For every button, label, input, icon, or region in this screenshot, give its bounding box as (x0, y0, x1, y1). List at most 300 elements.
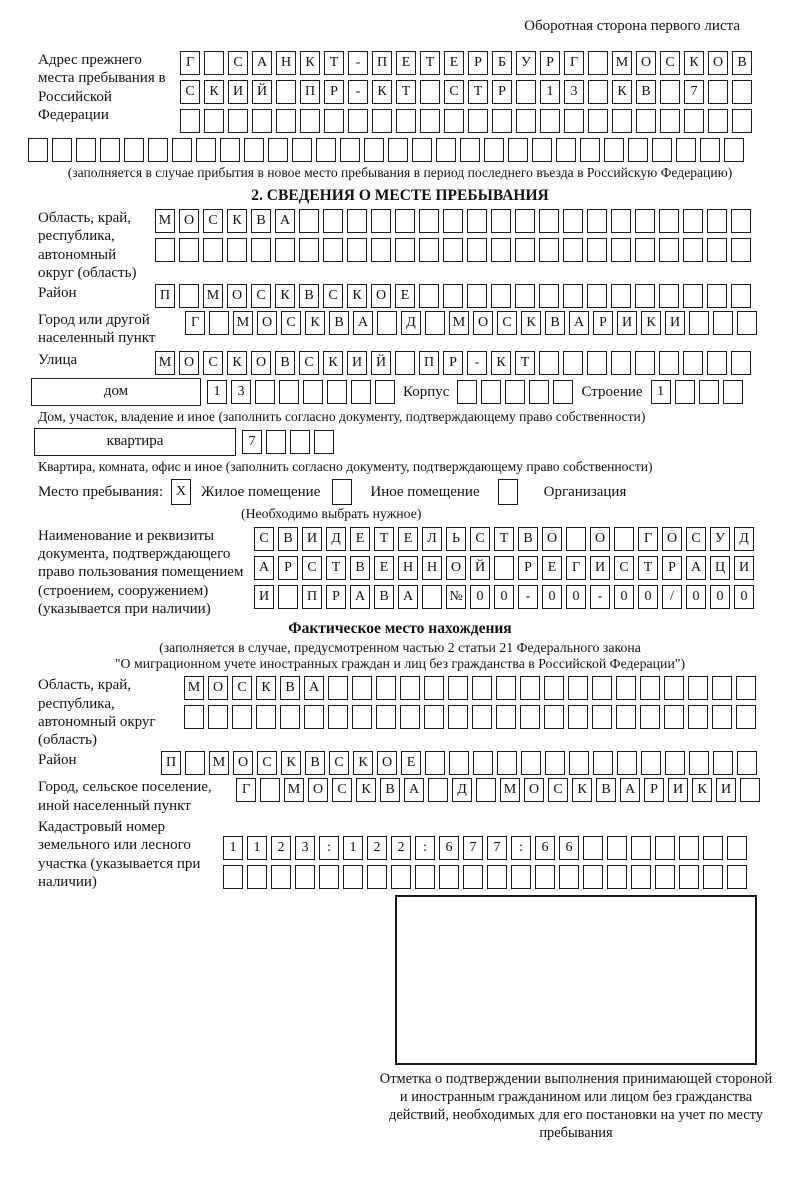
checkbox-residential[interactable]: X (171, 479, 191, 505)
char-cell[interactable] (327, 380, 347, 404)
char-cell[interactable] (443, 209, 463, 233)
char-cell[interactable] (607, 865, 627, 889)
char-cell[interactable] (736, 676, 756, 700)
char-cell[interactable] (481, 380, 501, 404)
char-cell[interactable]: И (302, 527, 322, 551)
char-cell[interactable]: К (256, 676, 276, 700)
char-cell[interactable]: К (521, 311, 541, 335)
char-cell[interactable] (659, 284, 679, 308)
char-cell[interactable] (425, 751, 445, 775)
char-cell[interactable]: И (590, 556, 610, 580)
char-cell[interactable]: М (155, 209, 175, 233)
char-cell[interactable] (100, 138, 120, 162)
char-cell[interactable] (375, 380, 395, 404)
char-cell[interactable]: К (305, 311, 325, 335)
char-cell[interactable]: Р (492, 80, 512, 104)
char-cell[interactable]: 6 (439, 836, 459, 860)
char-cell[interactable]: С (228, 51, 248, 75)
char-cell[interactable]: № (446, 585, 466, 609)
char-cell[interactable] (391, 865, 411, 889)
char-cell[interactable] (732, 109, 752, 133)
char-cell[interactable]: И (617, 311, 637, 335)
char-cell[interactable] (731, 351, 751, 375)
char-cell[interactable]: Т (494, 527, 514, 551)
char-cell[interactable]: Г (180, 51, 200, 75)
char-cell[interactable] (688, 705, 708, 729)
char-cell[interactable]: Р (443, 351, 463, 375)
char-cell[interactable]: К (227, 351, 247, 375)
char-cell[interactable] (463, 865, 483, 889)
char-cell[interactable] (295, 865, 315, 889)
char-cell[interactable] (635, 209, 655, 233)
char-cell[interactable] (396, 109, 416, 133)
char-cell[interactable]: 6 (535, 836, 555, 860)
char-cell[interactable]: М (203, 284, 223, 308)
char-cell[interactable]: М (155, 351, 175, 375)
char-cell[interactable]: Д (401, 311, 421, 335)
char-cell[interactable]: А (350, 585, 370, 609)
char-cell[interactable]: 0 (614, 585, 634, 609)
char-cell[interactable] (300, 109, 320, 133)
char-cell[interactable] (563, 238, 583, 262)
char-cell[interactable]: - (590, 585, 610, 609)
char-cell[interactable]: 3 (564, 80, 584, 104)
char-cell[interactable]: С (444, 80, 464, 104)
char-cell[interactable] (583, 836, 603, 860)
char-cell[interactable] (628, 138, 648, 162)
char-cell[interactable] (683, 351, 703, 375)
char-cell[interactable] (544, 676, 564, 700)
char-cell[interactable]: 7 (242, 430, 262, 454)
char-cell[interactable] (208, 705, 228, 729)
char-cell[interactable] (707, 209, 727, 233)
char-cell[interactable]: 3 (295, 836, 315, 860)
char-cell[interactable]: - (467, 351, 487, 375)
char-cell[interactable] (255, 380, 275, 404)
char-cell[interactable]: О (590, 527, 610, 551)
char-cell[interactable] (180, 109, 200, 133)
char-cell[interactable]: Т (324, 51, 344, 75)
char-cell[interactable] (415, 865, 435, 889)
char-cell[interactable]: Е (401, 751, 421, 775)
char-cell[interactable]: А (398, 585, 418, 609)
char-cell[interactable] (587, 238, 607, 262)
char-cell[interactable]: Р (278, 556, 298, 580)
char-cell[interactable]: С (251, 284, 271, 308)
char-cell[interactable]: М (612, 51, 632, 75)
char-cell[interactable]: А (353, 311, 373, 335)
char-cell[interactable] (740, 778, 760, 802)
char-cell[interactable]: : (415, 836, 435, 860)
char-cell[interactable] (515, 238, 535, 262)
char-cell[interactable]: С (203, 209, 223, 233)
checkbox-organization[interactable] (498, 479, 518, 505)
char-cell[interactable] (564, 109, 584, 133)
char-cell[interactable] (319, 865, 339, 889)
char-cell[interactable]: В (305, 751, 325, 775)
char-cell[interactable]: А (254, 556, 274, 580)
char-cell[interactable]: О (542, 527, 562, 551)
char-cell[interactable] (689, 751, 709, 775)
char-cell[interactable] (472, 705, 492, 729)
char-cell[interactable] (209, 311, 229, 335)
char-cell[interactable]: 7 (463, 836, 483, 860)
char-cell[interactable]: К (347, 284, 367, 308)
char-cell[interactable] (592, 676, 612, 700)
char-cell[interactable] (712, 676, 732, 700)
char-cell[interactable]: 6 (559, 836, 579, 860)
char-cell[interactable]: 3 (231, 380, 251, 404)
char-cell[interactable] (467, 284, 487, 308)
char-cell[interactable] (529, 380, 549, 404)
char-cell[interactable]: А (686, 556, 706, 580)
char-cell[interactable] (520, 676, 540, 700)
char-cell[interactable]: В (329, 311, 349, 335)
char-cell[interactable] (616, 676, 636, 700)
char-cell[interactable]: Р (540, 51, 560, 75)
char-cell[interactable]: Н (398, 556, 418, 580)
char-cell[interactable] (395, 351, 415, 375)
char-cell[interactable]: 7 (684, 80, 704, 104)
char-cell[interactable] (679, 836, 699, 860)
char-cell[interactable]: П (155, 284, 175, 308)
char-cell[interactable] (659, 351, 679, 375)
char-cell[interactable] (640, 676, 660, 700)
char-cell[interactable] (419, 209, 439, 233)
char-cell[interactable] (553, 380, 573, 404)
char-cell[interactable] (472, 676, 492, 700)
char-cell[interactable]: Д (734, 527, 754, 551)
char-cell[interactable]: Р (518, 556, 538, 580)
char-cell[interactable] (276, 80, 296, 104)
char-cell[interactable] (566, 527, 586, 551)
char-cell[interactable] (395, 238, 415, 262)
char-cell[interactable] (28, 138, 48, 162)
char-cell[interactable]: 1 (540, 80, 560, 104)
char-cell[interactable]: М (184, 676, 204, 700)
char-cell[interactable] (727, 836, 747, 860)
char-cell[interactable] (484, 138, 504, 162)
char-cell[interactable] (449, 751, 469, 775)
char-cell[interactable] (712, 705, 732, 729)
char-cell[interactable]: К (353, 751, 373, 775)
char-cell[interactable]: С (323, 284, 343, 308)
char-cell[interactable]: О (257, 311, 277, 335)
char-cell[interactable] (707, 238, 727, 262)
char-cell[interactable] (731, 284, 751, 308)
char-cell[interactable] (588, 80, 608, 104)
char-cell[interactable]: С (299, 351, 319, 375)
char-cell[interactable] (467, 209, 487, 233)
char-cell[interactable]: 1 (247, 836, 267, 860)
char-cell[interactable] (592, 705, 612, 729)
char-cell[interactable] (244, 138, 264, 162)
char-cell[interactable] (614, 527, 634, 551)
char-cell[interactable] (660, 109, 680, 133)
char-cell[interactable] (420, 80, 440, 104)
char-cell[interactable] (448, 676, 468, 700)
char-cell[interactable] (367, 865, 387, 889)
char-cell[interactable]: В (596, 778, 616, 802)
char-cell[interactable] (232, 705, 252, 729)
char-cell[interactable]: А (620, 778, 640, 802)
char-cell[interactable]: 1 (223, 836, 243, 860)
char-cell[interactable]: С (180, 80, 200, 104)
char-cell[interactable]: О (208, 676, 228, 700)
char-cell[interactable] (616, 705, 636, 729)
char-cell[interactable]: О (179, 209, 199, 233)
char-cell[interactable]: М (233, 311, 253, 335)
char-cell[interactable]: И (716, 778, 736, 802)
char-cell[interactable] (376, 676, 396, 700)
char-cell[interactable]: Т (326, 556, 346, 580)
char-cell[interactable]: Е (398, 527, 418, 551)
char-cell[interactable] (436, 138, 456, 162)
char-cell[interactable] (505, 380, 525, 404)
char-cell[interactable] (388, 138, 408, 162)
char-cell[interactable] (376, 705, 396, 729)
char-cell[interactable] (737, 751, 757, 775)
char-cell[interactable]: Ь (446, 527, 466, 551)
char-cell[interactable] (703, 836, 723, 860)
char-cell[interactable] (659, 209, 679, 233)
char-cell[interactable] (655, 865, 675, 889)
char-cell[interactable]: К (372, 80, 392, 104)
char-cell[interactable]: М (209, 751, 229, 775)
char-cell[interactable] (515, 209, 535, 233)
char-cell[interactable] (723, 380, 743, 404)
char-cell[interactable]: 0 (710, 585, 730, 609)
char-cell[interactable]: Р (593, 311, 613, 335)
char-cell[interactable]: 1 (343, 836, 363, 860)
char-cell[interactable] (316, 138, 336, 162)
char-cell[interactable]: А (304, 676, 324, 700)
char-cell[interactable]: 1 (651, 380, 671, 404)
char-cell[interactable]: Й (252, 80, 272, 104)
char-cell[interactable]: П (161, 751, 181, 775)
char-cell[interactable] (496, 676, 516, 700)
char-cell[interactable] (563, 209, 583, 233)
char-cell[interactable] (611, 351, 631, 375)
char-cell[interactable]: С (232, 676, 252, 700)
char-cell[interactable] (683, 209, 703, 233)
char-cell[interactable] (732, 80, 752, 104)
char-cell[interactable] (280, 705, 300, 729)
char-cell[interactable] (708, 80, 728, 104)
char-cell[interactable]: В (374, 585, 394, 609)
char-cell[interactable]: М (449, 311, 469, 335)
char-cell[interactable] (422, 585, 442, 609)
char-cell[interactable] (412, 138, 432, 162)
char-cell[interactable] (587, 351, 607, 375)
char-cell[interactable]: В (545, 311, 565, 335)
char-cell[interactable] (275, 238, 295, 262)
char-cell[interactable]: К (572, 778, 592, 802)
char-cell[interactable] (400, 676, 420, 700)
char-cell[interactable] (328, 676, 348, 700)
char-cell[interactable] (439, 865, 459, 889)
char-cell[interactable] (568, 676, 588, 700)
char-cell[interactable]: Е (396, 51, 416, 75)
char-cell[interactable]: О (179, 351, 199, 375)
char-cell[interactable] (343, 865, 363, 889)
char-cell[interactable] (559, 865, 579, 889)
char-cell[interactable] (324, 109, 344, 133)
char-cell[interactable] (617, 751, 637, 775)
char-cell[interactable] (707, 351, 727, 375)
char-cell[interactable]: С (257, 751, 277, 775)
char-cell[interactable]: П (419, 351, 439, 375)
char-cell[interactable] (467, 238, 487, 262)
char-cell[interactable]: О (708, 51, 728, 75)
char-cell[interactable] (266, 430, 286, 454)
char-cell[interactable] (688, 676, 708, 700)
char-cell[interactable]: К (204, 80, 224, 104)
char-cell[interactable]: Г (564, 51, 584, 75)
char-cell[interactable] (731, 238, 751, 262)
char-cell[interactable]: С (686, 527, 706, 551)
char-cell[interactable] (593, 751, 613, 775)
char-cell[interactable] (563, 351, 583, 375)
char-cell[interactable] (276, 109, 296, 133)
char-cell[interactable]: К (227, 209, 247, 233)
char-cell[interactable] (544, 705, 564, 729)
char-cell[interactable] (684, 109, 704, 133)
char-cell[interactable]: Т (374, 527, 394, 551)
char-cell[interactable] (563, 284, 583, 308)
char-cell[interactable]: К (300, 51, 320, 75)
char-cell[interactable] (468, 109, 488, 133)
char-cell[interactable] (539, 351, 559, 375)
char-cell[interactable]: А (404, 778, 424, 802)
char-cell[interactable]: А (252, 51, 272, 75)
char-cell[interactable] (659, 238, 679, 262)
char-cell[interactable]: 0 (734, 585, 754, 609)
char-cell[interactable] (635, 351, 655, 375)
char-cell[interactable]: И (665, 311, 685, 335)
char-cell[interactable] (707, 284, 727, 308)
char-cell[interactable]: К (275, 284, 295, 308)
char-cell[interactable]: Т (638, 556, 658, 580)
char-cell[interactable] (172, 138, 192, 162)
char-cell[interactable]: А (569, 311, 589, 335)
char-cell[interactable]: Е (374, 556, 394, 580)
char-cell[interactable] (352, 676, 372, 700)
char-cell[interactable] (676, 138, 696, 162)
char-cell[interactable]: О (377, 751, 397, 775)
char-cell[interactable]: Л (422, 527, 442, 551)
char-cell[interactable] (223, 865, 243, 889)
char-cell[interactable] (631, 865, 651, 889)
char-cell[interactable] (569, 751, 589, 775)
char-cell[interactable] (655, 836, 675, 860)
char-cell[interactable] (539, 238, 559, 262)
char-cell[interactable] (539, 209, 559, 233)
char-cell[interactable] (540, 109, 560, 133)
char-cell[interactable] (52, 138, 72, 162)
char-cell[interactable]: О (227, 284, 247, 308)
char-cell[interactable]: : (319, 836, 339, 860)
char-cell[interactable] (737, 311, 757, 335)
char-cell[interactable] (256, 705, 276, 729)
char-cell[interactable]: Б (492, 51, 512, 75)
char-cell[interactable]: В (299, 284, 319, 308)
char-cell[interactable]: В (380, 778, 400, 802)
char-cell[interactable]: А (275, 209, 295, 233)
char-cell[interactable] (420, 109, 440, 133)
char-cell[interactable] (539, 284, 559, 308)
char-cell[interactable] (460, 138, 480, 162)
char-cell[interactable]: С (548, 778, 568, 802)
char-cell[interactable]: О (524, 778, 544, 802)
char-cell[interactable] (611, 284, 631, 308)
char-cell[interactable] (340, 138, 360, 162)
char-cell[interactable] (713, 311, 733, 335)
char-cell[interactable]: Е (542, 556, 562, 580)
char-cell[interactable] (179, 284, 199, 308)
char-cell[interactable]: Р (468, 51, 488, 75)
char-cell[interactable]: К (281, 751, 301, 775)
char-cell[interactable]: Е (350, 527, 370, 551)
char-cell[interactable]: Р (644, 778, 664, 802)
char-cell[interactable] (556, 138, 576, 162)
char-cell[interactable]: С (614, 556, 634, 580)
char-cell[interactable] (491, 284, 511, 308)
char-cell[interactable]: И (347, 351, 367, 375)
char-cell[interactable]: Й (371, 351, 391, 375)
char-cell[interactable] (279, 380, 299, 404)
char-cell[interactable] (348, 109, 368, 133)
char-cell[interactable] (727, 865, 747, 889)
char-cell[interactable] (699, 380, 719, 404)
char-cell[interactable] (583, 865, 603, 889)
char-cell[interactable] (508, 138, 528, 162)
char-cell[interactable]: К (491, 351, 511, 375)
char-cell[interactable] (636, 109, 656, 133)
char-cell[interactable]: Т (420, 51, 440, 75)
char-cell[interactable] (708, 109, 728, 133)
char-cell[interactable] (400, 705, 420, 729)
char-cell[interactable] (612, 109, 632, 133)
char-cell[interactable] (473, 751, 493, 775)
char-cell[interactable] (347, 209, 367, 233)
char-cell[interactable] (457, 380, 477, 404)
char-cell[interactable] (227, 238, 247, 262)
char-cell[interactable] (424, 676, 444, 700)
char-cell[interactable] (640, 705, 660, 729)
char-cell[interactable] (492, 109, 512, 133)
char-cell[interactable] (652, 138, 672, 162)
char-cell[interactable] (444, 109, 464, 133)
char-cell[interactable] (424, 705, 444, 729)
char-cell[interactable] (496, 705, 516, 729)
char-cell[interactable] (635, 238, 655, 262)
char-cell[interactable]: 0 (686, 585, 706, 609)
char-cell[interactable] (724, 138, 744, 162)
char-cell[interactable]: Ц (710, 556, 730, 580)
checkbox-other-premises[interactable] (332, 479, 352, 505)
char-cell[interactable]: К (684, 51, 704, 75)
char-cell[interactable]: О (251, 351, 271, 375)
char-cell[interactable] (683, 284, 703, 308)
char-cell[interactable]: Г (185, 311, 205, 335)
char-cell[interactable] (520, 705, 540, 729)
char-cell[interactable] (664, 705, 684, 729)
char-cell[interactable]: С (329, 751, 349, 775)
char-cell[interactable] (148, 138, 168, 162)
char-cell[interactable]: И (228, 80, 248, 104)
char-cell[interactable]: : (511, 836, 531, 860)
